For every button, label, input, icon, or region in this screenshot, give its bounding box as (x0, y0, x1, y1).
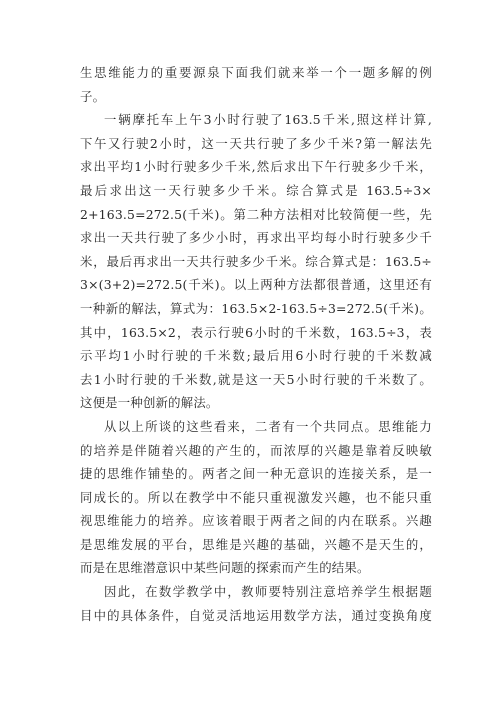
text-line: 一种新的解法，算式为：163.5×2-163.5÷3=272.5(千米)。 (80, 300, 432, 316)
body-text (80, 61, 432, 627)
text-line: 求出平均1小时行驶多少千米,然后求出下午行驶多少千米， (80, 159, 432, 175)
text-line: 2+163.5=272.5(千米)。第二种方法相对比较简便一些，先 (80, 206, 432, 222)
text-line: 目中的具体条件，自觉灵活地运用数学方法，通过变换角度 (80, 607, 432, 623)
text-line: 子。 (80, 88, 106, 104)
text-line: 因此，在数学教学中，教师要特别注意培养学生根据题 (104, 584, 432, 600)
text-line: 是思维发展的平台，思维是兴趣的基础，兴趣不是天生的， (80, 536, 432, 552)
text-line: 生思维能力的重要源泉下面我们就来举一个一题多解的例 (80, 65, 432, 80)
text-line: 下午又行驶2小时，这一天共行驶了多少千米?第一解法先 (80, 135, 432, 151)
text-line: 从以上所谈的这些看来，二者有一个共同点。思维能力 (104, 418, 432, 434)
text-line: 这便是一种创新的解法。 (80, 395, 219, 411)
text-line: 而是在思维潜意识中某些问题的探索而产生的结果。 (80, 560, 370, 576)
text-line: 的培养是伴随着兴趣的产生的，而浓厚的兴趣是靠着反映敏 (80, 442, 432, 458)
text-line: 视思维能力的培养。应该着眼于两者之间的内在联系。兴趣 (80, 513, 432, 529)
text-line: 同成长的。所以在教学中不能只重视激发兴趣，也不能只重 (80, 489, 432, 505)
text-line: 一辆摩托车上午3小时行驶了163.5千米,照这样计算, (104, 112, 432, 128)
text-line: 捷的思维作铺垫的。两者之间一种无意识的连接关系，是一 (80, 466, 432, 482)
text-line: 最后求出这一天行驶多少千米。综合算式是 163.5÷3× (80, 182, 432, 198)
text-line: 其中，163.5×2，表示行驶6小时的千米数，163.5÷3，表 (80, 324, 432, 340)
text-line: 3×(3+2)=272.5(千米)。以上两种方法都很普通，这里还有 (80, 277, 432, 293)
text-line: 示平均1小时行驶的千米数;最后用6小时行驶的千米数减 (80, 348, 432, 364)
text-line: 求出一天共行驶了多少小时，再求出平均每小时行驶多少千 (80, 230, 432, 246)
text-line: 米，最后再求出一天共行驶多少千米。综合算式是：163.5÷ (80, 253, 432, 269)
text-line: 去1小时行驶的千米数,就是这一天5小时行驶的千米数了。 (80, 371, 432, 387)
